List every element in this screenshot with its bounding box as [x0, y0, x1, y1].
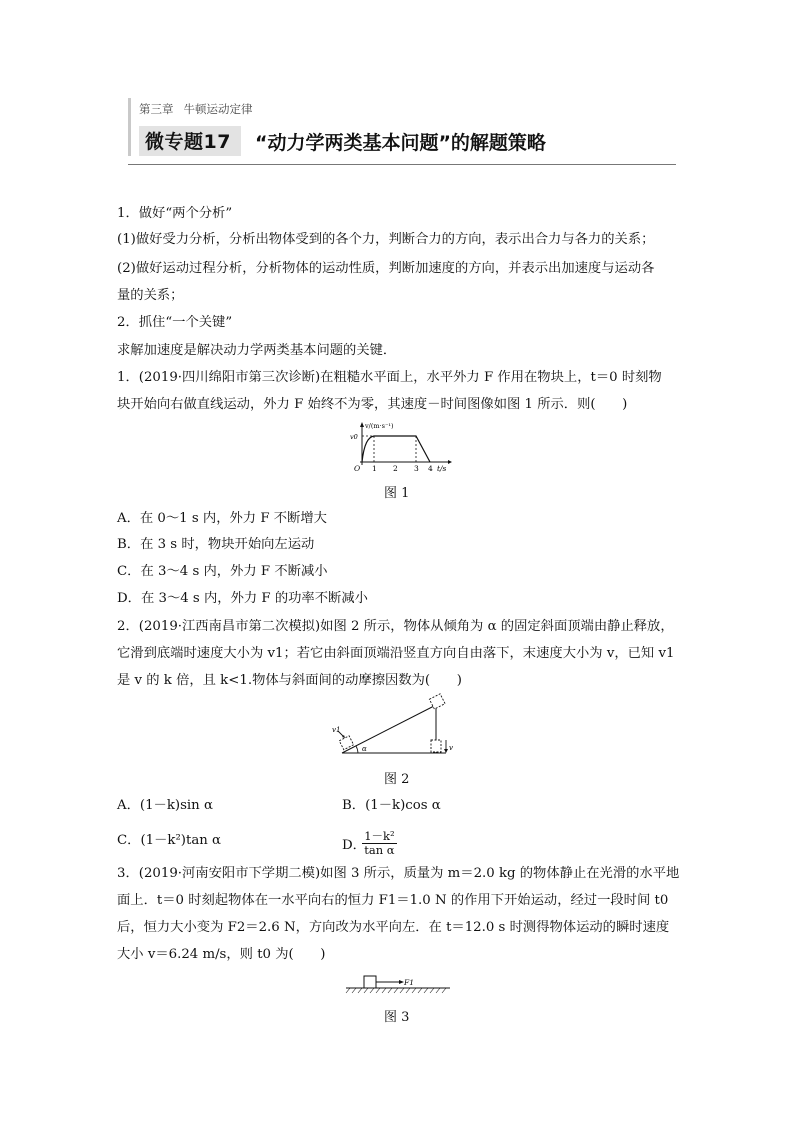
intro-key-sentence: 求解加速度是解决动力学两类基本问题的关键． [117, 343, 397, 358]
q2-option-d-prefix: D． [342, 838, 366, 853]
q2-option-d-denominator: tan α [364, 843, 395, 857]
q3-stem-line-1: 3．(2019·河南安阳市下学期二模)如图 3 所示，质量为 m＝2.0 kg 的物体静止在光滑的水平地 [117, 866, 680, 881]
q1-stem-line-1: 1．(2019·四川绵阳市第三次诊断)在粗糙水平面上，水平外力 F 作用在物块上，t＝0 时刻物 [117, 370, 662, 385]
q1-ylabel: v/(m·s⁻¹) [365, 422, 394, 430]
q3-block-figure [344, 968, 454, 998]
q2-alpha-label: α [362, 745, 367, 753]
q3-figure-caption: 图 3 [384, 1010, 410, 1025]
chapter-heading [139, 101, 253, 117]
q2-stem-line-2: 它滑到底端时速度大小为 v1；若它由斜面顶端沿竖直方向自由落下，末速度大小为 v，已知 v1 [117, 646, 675, 661]
q2-option-a: A．(1－k)sin α [117, 798, 213, 813]
q3-stem-line-4: 大小 v＝6.24 m/s，则 t0 为( ) [117, 947, 326, 962]
q1-option-b: B．在 3 s 时，物块开始向左运动 [117, 537, 315, 552]
q1-figure-caption: 图 1 [384, 486, 410, 501]
title-divider [128, 164, 676, 165]
q3-f1-label: F1 [404, 978, 414, 987]
q1-option-c: C．在 3～4 s 内，外力 F 不断减小 [117, 564, 328, 579]
q2-option-b: B．(1－k)cos α [342, 798, 441, 813]
q1-origin-label: O [354, 464, 361, 472]
q2-v-label: v [449, 744, 453, 752]
q1-tick-3: 3 [414, 464, 419, 472]
q2-option-d [342, 829, 397, 859]
q2-option-c: C．(1－k²)tan α [117, 833, 222, 848]
q1-tick-1: 1 [372, 464, 377, 472]
q2-stem-line-3: 是 v 的 k 倍，且 k<1.物体与斜面间的动摩擦因数为( ) [117, 673, 462, 688]
topic-title: “动力学两类基本问题”的解题策略 [254, 131, 546, 154]
q3-stem-line-3: 后，恒力大小变为 F2＝2.6 N，方向改为水平向左．在 t＝12.0 s 时测得物体运动的瞬时速度 [117, 920, 670, 935]
q1-stem-line-2: 块开始向右做直线运动，外力 F 始终不为零，其速度－时间图像如图 1 所示．则( ) [117, 397, 628, 412]
page-title [139, 126, 546, 156]
q2-option-d-fraction [362, 830, 396, 857]
q2-stem-line-1: 2．(2019·江西南昌市第二次模拟)如图 2 所示，物体从倾角为 α 的固定斜面顶端由静止释放， [117, 619, 674, 634]
intro-point-1: 1．做好“两个分析” [117, 206, 233, 221]
q1-vt-graph [344, 420, 454, 472]
topic-tag: 微专题17 [139, 126, 241, 156]
intro-point-1a: (1)做好受力分析，分析出物体受到的各个力，判断合力的方向，表示出合力与各力的关系； [117, 232, 655, 247]
q1-option-d: D．在 3～4 s 内，外力 F 的功率不断减小 [117, 591, 368, 606]
q2-figure-caption: 图 2 [384, 772, 410, 787]
q1-option-a: A．在 0～1 s 内，外力 F 不断增大 [117, 511, 327, 526]
intro-point-2: 2．抓住“一个关键” [117, 315, 233, 330]
q1-tick-4: 4 [428, 464, 433, 472]
q2-v1-label: v1 [332, 726, 341, 734]
q3-stem-line-2: 面上．t＝0 时刻起物体在一水平向右的恒力 F1＝1.0 N 的作用下开始运动，经过一段时间 t0 [117, 893, 669, 908]
header-accent-bar [128, 98, 131, 156]
q2-option-d-numerator: 1－k² [364, 829, 395, 843]
chapter-name: 牛顿运动定律 [183, 102, 253, 116]
chapter-number: 第三章 [139, 102, 174, 116]
q2-incline-figure [330, 692, 460, 762]
q1-xlabel: t/s [437, 464, 447, 472]
intro-point-1b-cont: 量的关系； [117, 288, 184, 303]
q1-tick-2: 2 [393, 464, 398, 472]
intro-point-1b: (2)做好运动过程分析，分析物体的运动性质，判断加速度的方向，并表示出加速度与运动各 [117, 261, 655, 276]
q1-v0-label: v0 [350, 433, 358, 441]
